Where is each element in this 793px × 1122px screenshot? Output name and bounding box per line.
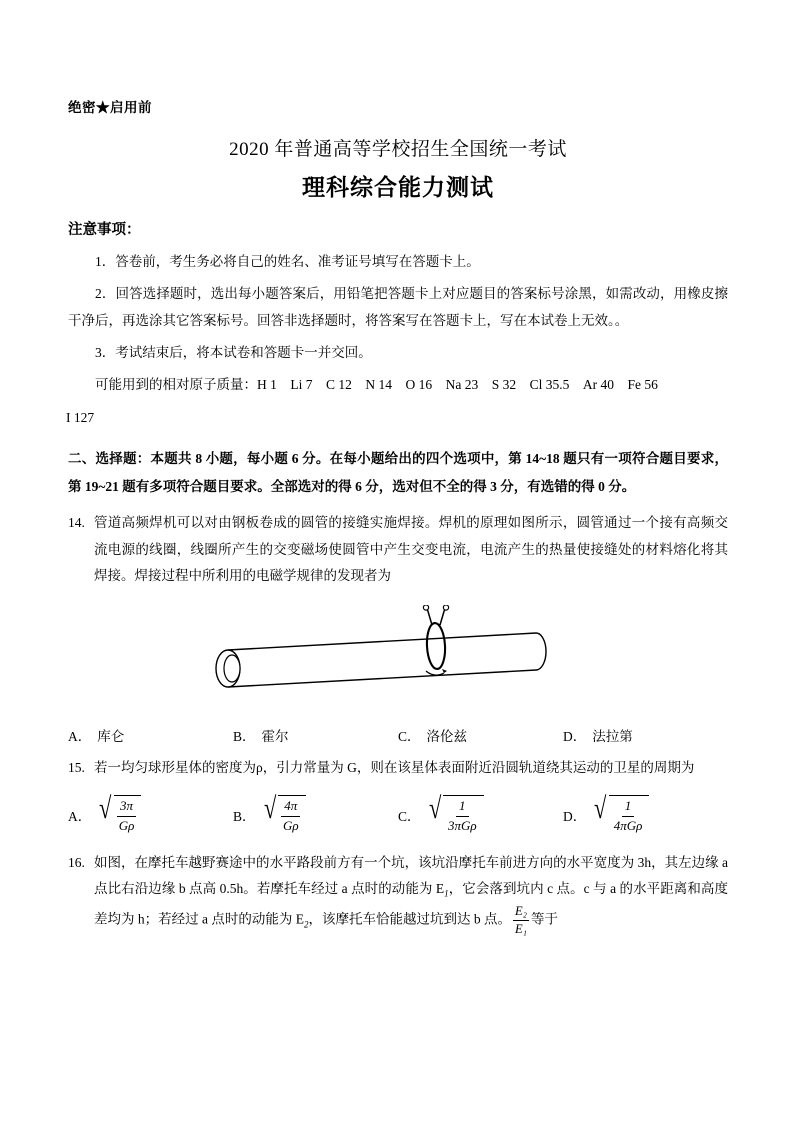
notice-item-2: 2．回答选择题时，选出每小题答案后，用铅笔把答题卡上对应题目的答案标号涂黑，如需改动，用橡皮擦干净后，再选涂其它答案标号。回答非选择题时，将答案写在答题卡上，写在本试卷上无效。。 [68, 286, 728, 328]
atomic-mass-line: 可能用到的相对原子质量：H 1 Li 7 C 12 N 14 O 16 Na 23 S 32 Cl 35.5 Ar 40 Fe 56 [95, 377, 658, 393]
subject-title: 理科综合能力测试 [302, 175, 494, 200]
choice-c-formula [427, 792, 484, 834]
section-text: 本题共 8 小题，每小题 6 分。在每小题给出的四个选项中，第 14~18 题只有一项符合题目要求，第 19~21 题有多项符合题目要求。全部选对的得 6 分，选对但不全的得 3 分，有选错的得 0 分。 [68, 450, 728, 494]
choice-a-denominator: Gρ [118, 817, 135, 833]
choice-d-formula [592, 792, 649, 834]
notice-item-3: 3．考试结束后，将本试卷和答题卡一并交回。 [95, 344, 372, 360]
choice-d-text: 法拉第 [592, 729, 633, 745]
choice-a-label: A． [68, 808, 92, 824]
question-15-text: 若一均匀球形星体的密度为ρ，引力常量为 G，则在该星体表面附近沿圆轨道绕其运动的卫星的周期为 [94, 760, 695, 776]
radical-icon: √ [263, 792, 276, 826]
secret-label: 绝密★启用前 [68, 100, 152, 115]
question-15-choice-b[interactable] [233, 792, 398, 834]
question-14-number: 14. [68, 515, 85, 531]
notice-item-1: 1．答卷前，考生务必将自己的姓名、准考证号填写在答题卡上。 [95, 254, 480, 269]
radical-icon: √ [428, 792, 441, 826]
page-content [68, 96, 728, 937]
choice-b-formula [262, 792, 306, 834]
choice-a-formula [97, 792, 141, 834]
ratio-denominator: E₁ [515, 921, 527, 936]
question-15-choices [68, 792, 728, 834]
question-14-text: 管道高频焊机可以对由钢板卷成的圆管的接缝实施焊接。焊机的原理如图所示，圆管通过一个接有高频交流电源的线圈，线圈所产生的交变磁场使圆管中产生交变电流，电流产生的热量使接缝处的材料熔化将其焊接。焊接过程中所利用的电磁学规律的发现者为 [94, 515, 728, 583]
choice-c-label: C． [398, 808, 421, 824]
choice-d-numerator: 1 [622, 798, 635, 816]
choice-b-denominator: Gρ [282, 817, 299, 833]
choice-d-label: D． [563, 729, 587, 745]
question-15-choice-c[interactable] [398, 792, 563, 834]
question-16-energy-ratio [513, 904, 529, 937]
choice-b-text: 霍尔 [261, 729, 289, 745]
question-14-choice-d[interactable] [563, 725, 728, 745]
question-16-sub-2: 2 [304, 918, 309, 929]
radical-icon: √ [99, 792, 112, 826]
pipe-welding-diagram [188, 605, 608, 710]
question-16-part-1: 如图，在摩托车越野赛途中的水平路段前方有一个坑，该坑沿摩托车前进方向的水平宽度为 3h，其左边缘 a 点比右沿边缘 b 点高 0.5h。若摩托车经过 a 点时的动能为 E [94, 854, 728, 897]
question-16-part-2: ，它会落到坑内 c 点。c 与 a 的水平距离和高度差均为 h；若经过 a 点时的动能为 E [94, 881, 728, 927]
question-16-text [94, 850, 728, 937]
question-15-number: 15. [68, 760, 85, 776]
section-heading [68, 445, 728, 500]
ratio-numerator: E₂ [513, 904, 529, 921]
choice-c-denominator: 3πGρ [447, 817, 477, 833]
question-15 [68, 755, 728, 781]
choice-c-text: 洛伦兹 [426, 729, 468, 745]
question-14-choices [68, 725, 728, 745]
question-14 [68, 510, 728, 589]
choice-c-numerator: 1 [456, 798, 469, 816]
choice-d-label: D． [563, 808, 587, 824]
question-14-choice-c[interactable] [398, 725, 563, 745]
question-14-choice-b[interactable] [233, 725, 398, 745]
question-16 [68, 850, 728, 937]
atomic-mass-line-2: I 127 [66, 409, 95, 425]
question-15-choice-a[interactable] [68, 792, 233, 834]
section-label: 二、选择题： [68, 450, 151, 466]
question-15-choice-d[interactable] [563, 792, 728, 834]
question-14-choice-a[interactable] [68, 725, 233, 745]
choice-a-label: A． [68, 729, 92, 745]
question-16-sub-1: 1 [444, 888, 449, 899]
choice-a-text: 库仑 [97, 729, 125, 745]
question-16-part-4: 等于 [530, 911, 558, 927]
exam-title: 2020 年普通高等学校招生全国统一考试 [229, 139, 567, 160]
question-16-number: 16. [68, 854, 85, 870]
question-16-part-3: ，该摩托车恰能越过坑到达 b 点。 [308, 911, 511, 927]
choice-c-label: C． [398, 729, 421, 745]
choice-d-denominator: 4πGρ [613, 817, 643, 833]
choice-b-label: B． [233, 729, 256, 745]
choice-a-numerator: 3π [117, 798, 136, 816]
choice-b-label: B． [233, 808, 256, 824]
radical-icon: √ [594, 792, 607, 826]
notice-heading: 注意事项： [68, 222, 141, 238]
pipe-welding-figure [68, 605, 728, 715]
choice-b-numerator: 4π [281, 798, 300, 816]
